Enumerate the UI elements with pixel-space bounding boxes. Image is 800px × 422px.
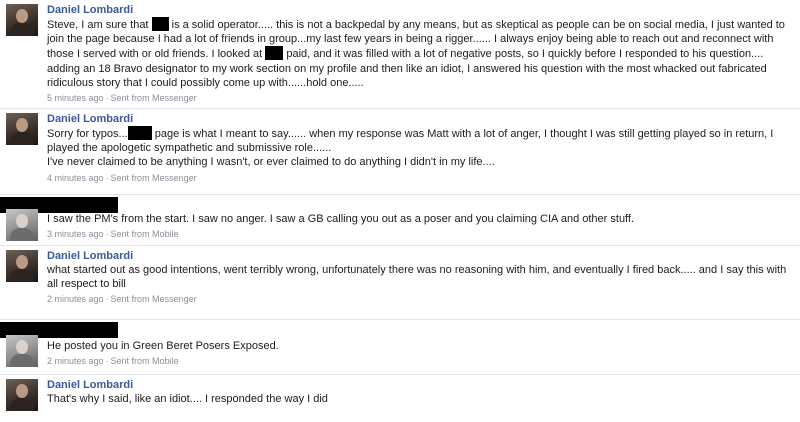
message-text: Steve, I am sure that is a solid operator..... this is not a backpedal by any means, but as skeptical as people can be on social media, I just wanted to join the page because I had a lot of friends in group...my last few years in being a rigger...... I always enjoy being able to reach out and reconnect with those I served with or old friends. I looked at paid, and it was filled with a lot of negative posts, so I quickly before I responded to his question.... adding an 18 Bravo designator to my work section on my profile and then like an idiot, I answered his question with the most whacked out fabricated ridiculous story that I could possibly come up with......hold one..... (47, 19, 788, 89)
sender-avatar-icon[interactable] (6, 113, 38, 145)
message-meta: 3 minutes ago · Sent from Mobile (47, 229, 179, 240)
message-item (0, 109, 800, 195)
message-meta: 4 minutes ago · Sent from Messenger (47, 172, 197, 183)
redaction-box (152, 17, 169, 31)
redaction-box (128, 126, 152, 140)
source-label: Sent from Mobile (110, 229, 179, 240)
message-item (0, 246, 800, 320)
message-item (0, 0, 800, 109)
sender-avatar-icon[interactable] (6, 250, 38, 282)
timestamp[interactable]: 2 minutes ago (47, 294, 104, 305)
sender-name-link[interactable]: Daniel Lombardi (47, 4, 134, 16)
message-item (0, 320, 800, 375)
sender-name-link[interactable]: Daniel Lombardi (47, 250, 134, 262)
sender-avatar-icon[interactable] (6, 335, 38, 367)
source-label: Sent from Mobile (110, 356, 179, 367)
timestamp[interactable]: 5 minutes ago (47, 93, 104, 104)
source-label: Sent from Messenger (110, 172, 197, 183)
redaction-box (265, 46, 283, 60)
sender-avatar-icon[interactable] (6, 379, 38, 411)
timestamp[interactable]: 4 minutes ago (47, 172, 104, 183)
sender-name-link[interactable]: Daniel Lombardi (47, 113, 134, 125)
sender-name-link[interactable]: Daniel Lombardi (47, 379, 134, 391)
source-label: Sent from Messenger (110, 294, 197, 305)
message-meta: 2 minutes ago · Sent from Mobile (47, 356, 179, 367)
message-text: He posted you in Green Beret Posers Exposed. (47, 340, 279, 352)
message-text: I saw the PM's from the start. I saw no anger. I saw a GB calling you out as a poser and you claiming CIA and other stuff. (47, 213, 635, 225)
message-text: That's why I said, like an idiot.... I responded the way I did (47, 393, 328, 405)
message-item (0, 375, 800, 422)
timestamp[interactable]: 2 minutes ago (47, 356, 104, 367)
message-text: what started out as good intentions, went terribly wrong, unfortunately there was no reasoning with him, and eventually I fired back..... and I say this with all respect to bill (47, 264, 790, 291)
message-text: Sorry for typos... page is what I meant to say...... when my response was Matt with a lot of anger, I thought I was still getting played so in return, I played the apologetic sympathetic and submissive role...... I've never claimed to be anything I wasn't, or ever claimed to do anything I didn't in my life.... (47, 128, 774, 169)
message-meta: 5 minutes ago · Sent from Messenger (47, 93, 197, 104)
sender-avatar-icon[interactable] (6, 4, 38, 36)
message-item (0, 195, 800, 246)
source-label: Sent from Messenger (110, 93, 197, 104)
message-meta: 2 minutes ago · Sent from Messenger (47, 294, 197, 305)
sender-avatar-icon[interactable] (6, 209, 38, 241)
timestamp[interactable]: 3 minutes ago (47, 229, 104, 240)
